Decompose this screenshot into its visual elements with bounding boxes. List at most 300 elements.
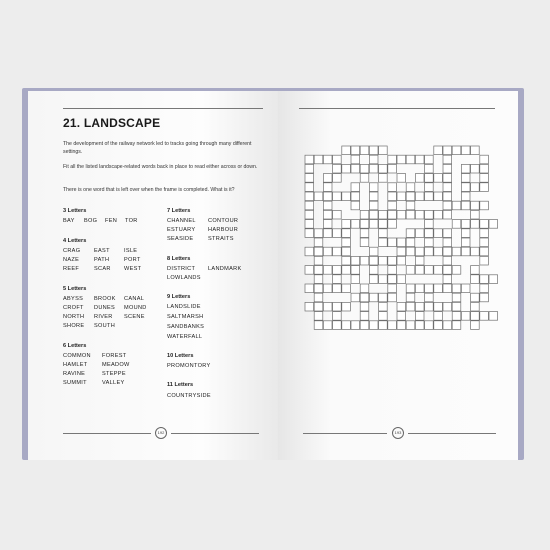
- grid-cell: [397, 321, 406, 330]
- grid-cell: [333, 284, 342, 293]
- grid-cell: [471, 210, 480, 219]
- grid-cell: [480, 201, 489, 210]
- word: VALLEY: [102, 380, 125, 386]
- grid-cell: [369, 275, 378, 284]
- word: MOUND: [124, 305, 147, 311]
- grid-cell: [360, 293, 369, 302]
- grid-cell: [314, 247, 323, 256]
- grid-cell: [480, 247, 489, 256]
- grid-cell: [379, 312, 388, 321]
- grid-cell: [379, 146, 388, 155]
- grid-cell: [443, 321, 452, 330]
- word: ESTUARY: [167, 227, 196, 233]
- grid-cell: [379, 220, 388, 229]
- grid-cell: [351, 275, 360, 284]
- grid-cell: [480, 155, 489, 164]
- word: SCAR: [94, 266, 111, 272]
- word: FOREST: [102, 353, 127, 359]
- word: CHANNEL: [167, 218, 196, 224]
- heading-8-letters: 8 Letters: [167, 256, 191, 262]
- grid-cell: [351, 220, 360, 229]
- grid-cell: [425, 238, 434, 247]
- grid-cell: [434, 192, 443, 201]
- grid-cell: [369, 321, 378, 330]
- grid-cell: [314, 284, 323, 293]
- word: BAY: [63, 218, 75, 224]
- grid-cell: [360, 164, 369, 173]
- grid-cell: [360, 174, 369, 183]
- grid-cell: [388, 284, 397, 293]
- grid-cell: [461, 220, 470, 229]
- grid-cell: [461, 183, 470, 192]
- grid-cell: [333, 321, 342, 330]
- grid-cell: [452, 321, 461, 330]
- grid-cell: [342, 302, 351, 311]
- grid-cell: [333, 266, 342, 275]
- grid-cell: [342, 284, 351, 293]
- grid-cell: [443, 256, 452, 265]
- grid-cell: [471, 321, 480, 330]
- grid-cell: [425, 155, 434, 164]
- grid-cell: [434, 146, 443, 155]
- grid-cell: [305, 247, 314, 256]
- grid-cell: [369, 210, 378, 219]
- grid-cell: [452, 312, 461, 321]
- grid-cell: [480, 284, 489, 293]
- grid-cell: [443, 164, 452, 173]
- grid-cell: [360, 302, 369, 311]
- grid-cell: [369, 164, 378, 173]
- grid-cell: [415, 155, 424, 164]
- grid-cell: [480, 229, 489, 238]
- grid-cell: [333, 164, 342, 173]
- grid-cell: [314, 229, 323, 238]
- grid-cell: [323, 183, 332, 192]
- word: NORTH: [63, 314, 85, 320]
- grid-cell: [434, 266, 443, 275]
- grid-cell: [351, 256, 360, 265]
- grid-cell: [323, 284, 332, 293]
- word: STEPPE: [102, 371, 126, 377]
- grid-cell: [388, 220, 397, 229]
- grid-cell: [425, 284, 434, 293]
- grid-cell: [379, 293, 388, 302]
- grid-cell: [406, 247, 415, 256]
- grid-cell: [489, 275, 498, 284]
- grid-cell: [415, 229, 424, 238]
- grid-cell: [351, 293, 360, 302]
- grid-cell: [480, 183, 489, 192]
- grid-cell: [397, 275, 406, 284]
- word: SOUTH: [94, 323, 116, 329]
- word: EAST: [94, 248, 110, 254]
- grid-cell: [397, 247, 406, 256]
- grid-cell: [379, 164, 388, 173]
- grid-cell: [471, 164, 480, 173]
- grid-cell: [379, 238, 388, 247]
- grid-cell: [434, 229, 443, 238]
- grid-cell: [461, 312, 470, 321]
- word: SUMMIT: [63, 380, 87, 386]
- grid-cell: [406, 155, 415, 164]
- grid-cell: [360, 321, 369, 330]
- grid-cell: [425, 293, 434, 302]
- grid-cell: [443, 146, 452, 155]
- grid-cell: [351, 146, 360, 155]
- grid-cell: [397, 174, 406, 183]
- grid-cell: [397, 312, 406, 321]
- grid-cell: [415, 284, 424, 293]
- grid-cell: [342, 220, 351, 229]
- grid-cell: [415, 321, 424, 330]
- grid-cell: [351, 155, 360, 164]
- grid-cell: [406, 266, 415, 275]
- grid-cell: [342, 192, 351, 201]
- grid-cell: [388, 256, 397, 265]
- word: CROFT: [63, 305, 84, 311]
- grid-cell: [452, 284, 461, 293]
- grid-cell: [471, 146, 480, 155]
- grid-cell: [323, 210, 332, 219]
- grid-cell: [351, 266, 360, 275]
- grid-cell: [471, 183, 480, 192]
- word: HARBOUR: [208, 227, 239, 233]
- grid-cell: [388, 201, 397, 210]
- question-text: There is one word that is left over when the frame is completed. What is it?: [63, 187, 235, 193]
- grid-cell: [305, 266, 314, 275]
- heading-5-letters: 5 Letters: [63, 286, 87, 292]
- grid-cell: [480, 312, 489, 321]
- grid-cell: [360, 229, 369, 238]
- grid-cell: [314, 256, 323, 265]
- grid-cell: [305, 220, 314, 229]
- grid-cell: [434, 174, 443, 183]
- grid-cell: [425, 302, 434, 311]
- grid-cell: [415, 302, 424, 311]
- grid-cell: [406, 192, 415, 201]
- grid-cell: [369, 293, 378, 302]
- word: MEADOW: [102, 362, 130, 368]
- grid-cell: [434, 321, 443, 330]
- grid-cell: [360, 210, 369, 219]
- page-number-left: 192: [155, 427, 167, 439]
- grid-cell: [415, 192, 424, 201]
- grid-cell: [471, 293, 480, 302]
- heading-9-letters: 9 Letters: [167, 294, 191, 300]
- grid-cell: [434, 302, 443, 311]
- word: DISTRICT: [167, 266, 196, 272]
- grid-cell: [314, 302, 323, 311]
- grid-cell: [388, 275, 397, 284]
- grid-cell: [480, 275, 489, 284]
- grid-cell: [388, 293, 397, 302]
- grid-cell: [379, 321, 388, 330]
- grid-cell: [480, 174, 489, 183]
- grid-cell: [452, 302, 461, 311]
- grid-cell: [351, 321, 360, 330]
- grid-cell: [471, 220, 480, 229]
- grid-cell: [443, 155, 452, 164]
- grid-cell: [305, 210, 314, 219]
- word: NAZE: [63, 257, 80, 263]
- word: SANDBANKS: [167, 324, 205, 330]
- grid-cell: [333, 247, 342, 256]
- word: SALTMARSH: [167, 314, 204, 320]
- grid-cell: [305, 155, 314, 164]
- grid-cell: [314, 192, 323, 201]
- grid-cell: [388, 155, 397, 164]
- grid-cell: [425, 174, 434, 183]
- grid-cell: [406, 201, 415, 210]
- grid-cell: [388, 210, 397, 219]
- grid-cell: [305, 174, 314, 183]
- grid-cell: [323, 155, 332, 164]
- grid-cell: [379, 229, 388, 238]
- grid-cell: [305, 192, 314, 201]
- word: WEST: [124, 266, 142, 272]
- grid-cell: [425, 266, 434, 275]
- grid-cell: [360, 284, 369, 293]
- grid-cell: [443, 247, 452, 256]
- word: LANDSLIDE: [167, 304, 201, 310]
- grid-cell: [406, 183, 415, 192]
- word: LOWLANDS: [167, 275, 201, 281]
- grid-cell: [434, 210, 443, 219]
- grid-cell: [369, 256, 378, 265]
- word: HAMLET: [63, 362, 88, 368]
- grid-cell: [388, 321, 397, 330]
- grid-cell: [461, 164, 470, 173]
- grid-cell: [333, 312, 342, 321]
- word: FEN: [105, 218, 118, 224]
- grid-cell: [480, 220, 489, 229]
- grid-cell: [305, 201, 314, 210]
- grid-cell: [452, 266, 461, 275]
- grid-cell: [323, 247, 332, 256]
- grid-cell: [425, 247, 434, 256]
- grid-cell: [471, 275, 480, 284]
- grid-cell: [397, 210, 406, 219]
- grid-cell: [333, 174, 342, 183]
- word: STRAITS: [208, 236, 234, 242]
- grid-cell: [425, 192, 434, 201]
- grid-cell: [415, 247, 424, 256]
- word: ISLE: [124, 248, 138, 254]
- grid-cell: [351, 164, 360, 173]
- word: WATERFALL: [167, 334, 203, 340]
- grid-cell: [323, 266, 332, 275]
- grid-cell: [360, 238, 369, 247]
- grid-cell: [425, 210, 434, 219]
- grid-cell: [406, 302, 415, 311]
- grid-cell: [323, 321, 332, 330]
- grid-cell: [360, 312, 369, 321]
- grid-cell: [461, 146, 470, 155]
- heading-4-letters: 4 Letters: [63, 238, 87, 244]
- grid-cell: [480, 238, 489, 247]
- grid-cell: [305, 302, 314, 311]
- grid-cell: [305, 183, 314, 192]
- grid-cell: [397, 192, 406, 201]
- grid-cell: [480, 293, 489, 302]
- grid-cell: [452, 146, 461, 155]
- grid-cell: [406, 293, 415, 302]
- grid-cell: [461, 192, 470, 201]
- grid-cell: [434, 247, 443, 256]
- grid-cell: [480, 256, 489, 265]
- grid-cell: [443, 266, 452, 275]
- grid-cell: [323, 192, 332, 201]
- footer-rule: [303, 433, 387, 434]
- grid-cell: [305, 229, 314, 238]
- word: SCENE: [124, 314, 145, 320]
- word: TOR: [125, 218, 138, 224]
- grid-cell: [489, 312, 498, 321]
- grid-cell: [443, 201, 452, 210]
- grid-cell: [369, 220, 378, 229]
- grid-cell: [351, 192, 360, 201]
- grid-cell: [369, 201, 378, 210]
- grid-cell: [333, 155, 342, 164]
- grid-cell: [452, 201, 461, 210]
- grid-cell: [351, 201, 360, 210]
- grid-cell: [369, 266, 378, 275]
- grid-cell: [305, 164, 314, 173]
- grid-cell: [425, 229, 434, 238]
- word: COUNTRYSIDE: [167, 393, 211, 399]
- heading-7-letters: 7 Letters: [167, 208, 191, 214]
- grid-cell: [461, 174, 470, 183]
- grid-cell: [461, 238, 470, 247]
- grid-cell: [379, 256, 388, 265]
- grid-cell: [406, 321, 415, 330]
- grid-cell: [333, 229, 342, 238]
- word: PROMONTORY: [167, 363, 211, 369]
- footer-rule: [408, 433, 496, 434]
- grid-cell: [443, 174, 452, 183]
- grid-cell: [443, 229, 452, 238]
- grid-cell: [415, 210, 424, 219]
- grid-cell: [425, 220, 434, 229]
- heading-3-letters: 3 Letters: [63, 208, 87, 214]
- grid-cell: [323, 220, 332, 229]
- grid-cell: [388, 183, 397, 192]
- grid-cell: [406, 210, 415, 219]
- grid-cell: [415, 174, 424, 183]
- grid-cell: [471, 247, 480, 256]
- grid-cell: [397, 302, 406, 311]
- heading-11-letters: 11 Letters: [167, 382, 194, 388]
- grid-cell: [342, 321, 351, 330]
- grid-cell: [415, 266, 424, 275]
- grid-cell: [406, 229, 415, 238]
- grid-cell: [314, 275, 323, 284]
- instruction-text: Fit all the listed landscape-related words back in place to read either across or down.: [63, 164, 258, 170]
- grid-cell: [369, 155, 378, 164]
- grid-cell: [471, 312, 480, 321]
- heading-6-letters: 6 Letters: [63, 343, 87, 349]
- grid-cell: [314, 155, 323, 164]
- grid-cell: [406, 238, 415, 247]
- grid-cell: [443, 210, 452, 219]
- word: COMMON: [63, 353, 91, 359]
- grid-cell: [461, 247, 470, 256]
- grid-cell: [471, 302, 480, 311]
- grid-cell: [342, 266, 351, 275]
- grid-cell: [434, 284, 443, 293]
- grid-cell: [397, 155, 406, 164]
- word: BROOK: [94, 296, 116, 302]
- grid-cell: [323, 229, 332, 238]
- grid-cell: [443, 275, 452, 284]
- grid-cell: [480, 164, 489, 173]
- grid-cell: [461, 229, 470, 238]
- word: REEF: [63, 266, 80, 272]
- grid-cell: [461, 201, 470, 210]
- grid-cell: [351, 183, 360, 192]
- grid-cell: [369, 247, 378, 256]
- grid-cell: [379, 302, 388, 311]
- grid-cell: [452, 220, 461, 229]
- grid-cell: [452, 247, 461, 256]
- grid-cell: [415, 312, 424, 321]
- grid-cell: [360, 146, 369, 155]
- grid-cell: [461, 284, 470, 293]
- grid-cell: [360, 220, 369, 229]
- grid-cell: [388, 164, 397, 173]
- grid-cell: [342, 238, 351, 247]
- grid-cell: [369, 183, 378, 192]
- grid-cell: [471, 266, 480, 275]
- grid-cell: [342, 247, 351, 256]
- intro-text: The development of the railway network led to tracks going through many different settings.: [63, 141, 252, 155]
- grid-cell: [379, 275, 388, 284]
- grid-cell: [425, 183, 434, 192]
- grid-cell: [379, 174, 388, 183]
- grid-cell: [443, 238, 452, 247]
- grid-cell: [388, 192, 397, 201]
- word: LANDMARK: [208, 266, 242, 272]
- word: CRAG: [63, 248, 81, 254]
- heading-10-letters: 10 Letters: [167, 353, 194, 359]
- grid-cell: [406, 284, 415, 293]
- grid-cell: [333, 302, 342, 311]
- grid-cell: [314, 293, 323, 302]
- grid-cell: [342, 256, 351, 265]
- grid-cell: [425, 164, 434, 173]
- grid-cell: [333, 275, 342, 284]
- grid-cell: [379, 210, 388, 219]
- grid-cell: [369, 192, 378, 201]
- grid-cell: [489, 220, 498, 229]
- word: PORT: [124, 257, 141, 263]
- word: CANAL: [124, 296, 145, 302]
- grid-cell: [314, 321, 323, 330]
- word: DUNES: [94, 305, 116, 311]
- grid-cell: [397, 238, 406, 247]
- grid-cell: [323, 201, 332, 210]
- grid-cell: [360, 256, 369, 265]
- grid-cell: [397, 256, 406, 265]
- word: RAVINE: [63, 371, 86, 377]
- grid-cell: [333, 192, 342, 201]
- grid-cell: [314, 238, 323, 247]
- word: BOG: [84, 218, 98, 224]
- page-number-right: 193: [392, 427, 404, 439]
- grid-cell: [314, 266, 323, 275]
- grid-cell: [305, 284, 314, 293]
- grid-cell: [323, 302, 332, 311]
